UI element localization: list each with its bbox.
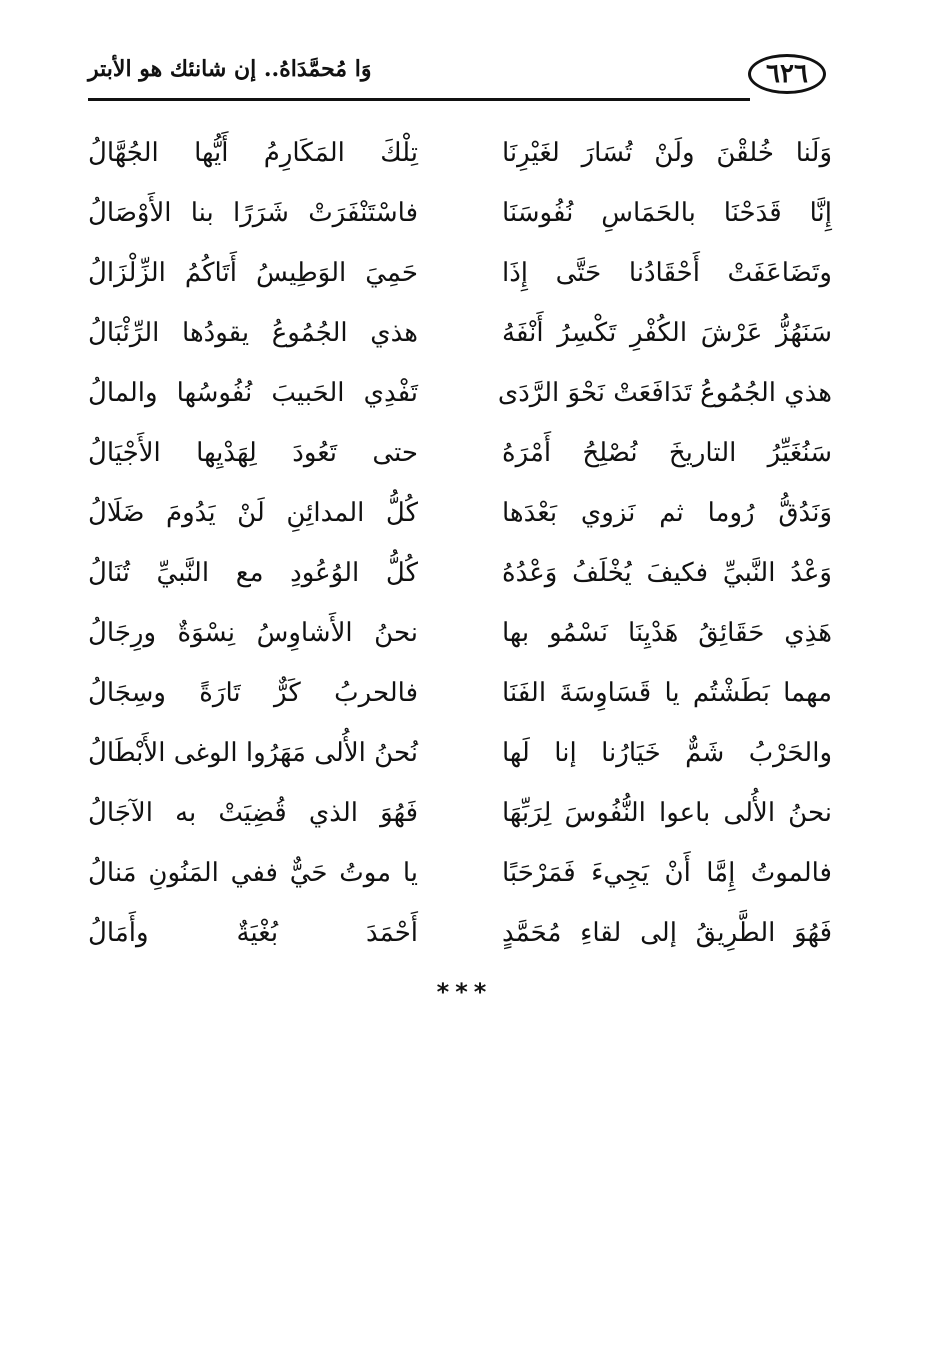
verse-first-hemistich: سَنَهُزُّ عَرْشَ الكُفْرِ تَكْسِرُ أَنْفَهُ: [502, 318, 832, 348]
page-number-badge: [748, 54, 826, 94]
verse-second-hemistich: فَهُوَ الذي قُضِيَتْ به الآجَالُ: [88, 798, 418, 828]
verse-line: [88, 248, 832, 308]
verse-first-hemistich: فَهُوَ الطَّرِيقُ إلى لقاءِ مُحَمَّدٍ: [502, 918, 832, 948]
poem: [88, 128, 832, 968]
verse-second-hemistich: نحنُ الأَشاوِسُ نِسْوَةٌ ورِجَالُ: [88, 618, 418, 648]
verse-line: [88, 908, 832, 968]
verse-first-hemistich: وَنَدُقُّ رُوما ثم نَزوي بَعْدَها: [502, 498, 832, 528]
verse-line: [88, 788, 832, 848]
verse-line: [88, 728, 832, 788]
verse-second-hemistich: حتى تَعُودَ لِهَدْيِها الأَجْيَالُ: [88, 438, 418, 468]
verse-line: [88, 188, 832, 248]
verse-line: [88, 368, 832, 428]
verse-first-hemistich: وتَضَاعَفَتْ أَحْقَادُنا حَتَّى إِذَا: [502, 258, 832, 288]
verse-second-hemistich: فالحربُ كَرٌّ تَارَةً وسِجَالُ: [88, 678, 418, 708]
verse-first-hemistich: والحَرْبُ شَمٌّ خَيَارُنا إنا لَها: [502, 738, 832, 768]
verse-line: [88, 428, 832, 488]
page-number: ٦٢٦: [766, 59, 808, 89]
verse-first-hemistich: هذي الجُمُوعُ تَدَافَعَتْ نَحْوَ الرَّدَى: [497, 378, 832, 408]
verse-first-hemistich: مهما بَطَشْتُم يا قَسَاوِسَةَ الفَنَا: [502, 678, 832, 708]
verse-second-hemistich: نُحنُ الأُلى مَهَرُوا الوغى الأَبْطَالُ: [88, 738, 418, 768]
verse-line: [88, 608, 832, 668]
verse-first-hemistich: وَلَنا خُلقْنَ ولَنْ تُسَارَ لغَيْرِنَا: [502, 138, 832, 168]
page-header: [88, 48, 828, 104]
verse-second-hemistich: تِلْكَ المَكَارِمُ أَيُّها الجُهَّالُ: [88, 138, 418, 168]
verse-line: [88, 308, 832, 368]
verse-line: [88, 848, 832, 908]
verse-second-hemistich: هذي الجُمُوعُ يقودُها الرِّئْبَالُ: [88, 318, 418, 348]
verse-second-hemistich: كُلُّ الوُعُودِ مع النَّبيِّ تُنَالُ: [88, 558, 418, 588]
verse-second-hemistich: تَفْدِي الحَبيبَ نُفُوسُها والمالُ: [88, 378, 418, 408]
verse-first-hemistich: إِنَّا قَدَحْنَا بالحَمَاسِ نُفُوسَنَا: [502, 198, 832, 228]
verse-first-hemistich: فالموتُ إِمَّا أَنْ يَجِيءَ فَمَرْحَبًا: [502, 858, 832, 888]
verse-second-hemistich: فاسْتَنْفَرَتْ شَرَرًا بنا الأَوْصَالُ: [88, 198, 418, 228]
section-separator: ***: [436, 978, 493, 1006]
verse-first-hemistich: هَذِي حَقَائِقُ هَدْيِنَا نَسْمُو بها: [502, 618, 832, 648]
verse-line: [88, 128, 832, 188]
verse-first-hemistich: وَعْدُ النَّبيِّ فكيفَ يُخْلَفُ وَعْدُهُ: [502, 558, 832, 588]
verse-second-hemistich: يا موتُ حَيٌّ ففي المَنُونِ مَنالُ: [88, 858, 418, 888]
verse-second-hemistich: أَحْمَدَ بُغْيَةٌ وأَمَالُ: [88, 918, 418, 948]
verse-first-hemistich: سَنُغَيِّرُ التاريخَ نُصْلِحُ أَمْرَهُ: [502, 438, 832, 468]
verse-first-hemistich: نحنُ الأُلى باعوا النُّفُوسَ لِرَبِّهَا: [502, 798, 832, 828]
running-title: وَا مُحمَّدَاهُ.. إن شانئك هو الأبتر: [88, 56, 372, 82]
verse-second-hemistich: كُلُّ المدائِنِ لَنْ يَدُومَ ضَلَالُ: [88, 498, 418, 528]
header-rule: [88, 98, 750, 101]
verse-line: [88, 548, 832, 608]
verse-line: [88, 488, 832, 548]
verse-second-hemistich: حَمِيَ الوَطِيسُ أَتَاكُمُ الزِّلْزَالُ: [88, 258, 418, 288]
verse-line: [88, 668, 832, 728]
